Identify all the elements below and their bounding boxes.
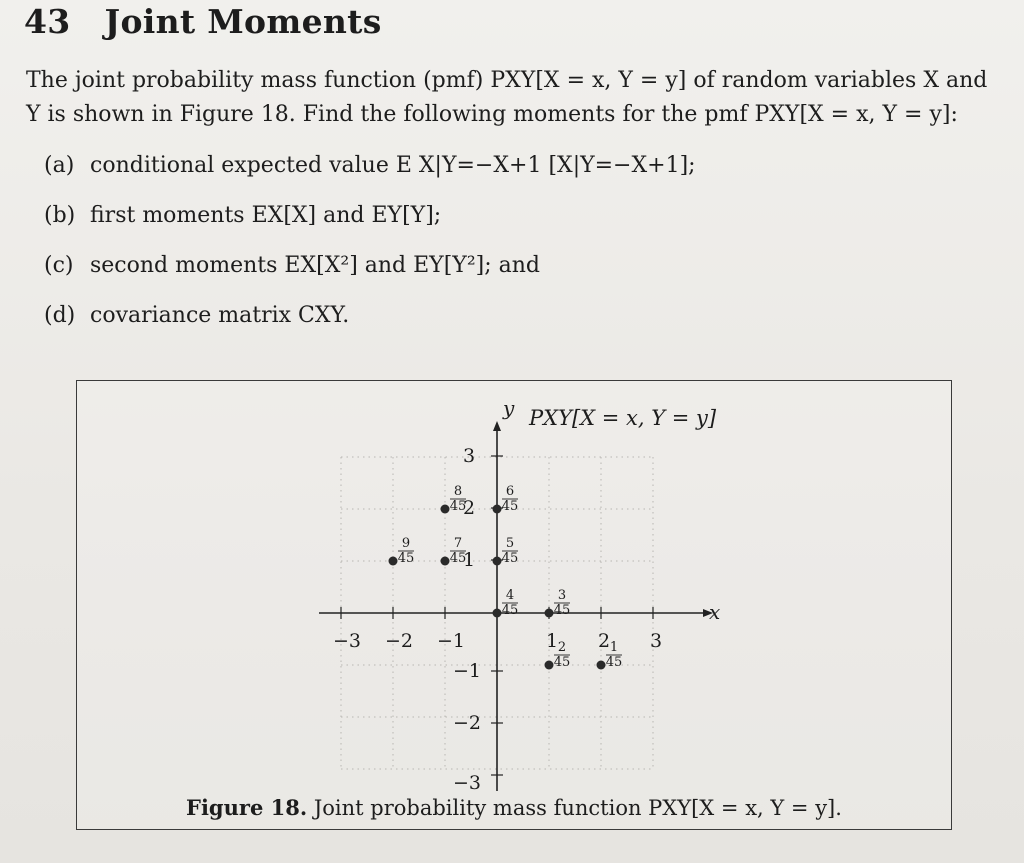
x-axis-label: x (709, 600, 721, 624)
pmf-plot (77, 381, 951, 791)
probability-denominator: 45 (553, 603, 571, 618)
section-title: Joint Moments (104, 2, 382, 41)
probability-denominator: 45 (605, 655, 623, 670)
pmf-point (493, 609, 502, 618)
question-text: second moments EX[X²] and EY[Y²]; and (90, 253, 540, 278)
pmf-point (545, 661, 554, 670)
figure-18 (76, 380, 952, 830)
x-tick-label: −1 (437, 630, 466, 652)
probability-numerator: 2 (557, 640, 567, 655)
question-text: conditional expected value E X|Y=−X+1 [X|Y=−X+1]; (90, 153, 696, 178)
probability-denominator: 45 (449, 499, 467, 514)
question-text: covariance matrix CXY. (90, 303, 350, 328)
y-tick-label: 2 (463, 497, 476, 519)
pmf-point (493, 505, 502, 514)
question-item (44, 146, 696, 196)
pmf-point (389, 557, 398, 566)
probability-numerator: 7 (453, 536, 463, 551)
section-number: 43 (24, 2, 71, 41)
probability-numerator: 8 (453, 484, 463, 499)
plot-title: PXY[X = x, Y = y] (529, 406, 717, 430)
question-label: (a) (44, 153, 75, 178)
probability-denominator: 45 (501, 551, 519, 566)
probability-denominator: 45 (449, 551, 467, 566)
x-tick-label: 3 (650, 630, 663, 652)
pmf-point (441, 557, 450, 566)
problem-statement: The joint probability mass function (pmf) PXY[X = x, Y = y] of random variables X and Y is shown in Figure 18. Find the following moments for the pmf PXY[X = x, Y = y]: (26, 68, 988, 127)
pmf-point (441, 505, 450, 514)
section-heading (24, 2, 382, 41)
question-list (44, 146, 696, 346)
figure-caption (77, 795, 951, 820)
question-label: (d) (44, 303, 76, 328)
probability-numerator: 3 (557, 588, 567, 603)
question-item (44, 196, 696, 246)
y-tick-label: −2 (453, 712, 482, 734)
x-tick-label: 2 (598, 630, 611, 652)
pmf-point (493, 557, 502, 566)
y-axis-label: y (503, 396, 515, 420)
probability-numerator: 1 (609, 640, 619, 655)
question-label: (c) (44, 253, 74, 278)
x-tick-label: −2 (385, 630, 414, 652)
y-axis-arrow (493, 421, 501, 431)
pmf-point (597, 661, 606, 670)
caption-text: Joint probability mass function PXY[X = x, Y = y]. (313, 796, 842, 820)
question-item (44, 296, 696, 346)
y-tick-label: 3 (463, 445, 476, 467)
probability-numerator: 9 (401, 536, 411, 551)
probability-numerator: 6 (505, 484, 515, 499)
probability-denominator: 45 (501, 603, 519, 618)
probability-denominator: 45 (397, 551, 415, 566)
pmf-points (389, 484, 623, 670)
caption-label: Figure 18. (186, 795, 308, 820)
question-text: first moments EX[X] and EY[Y]; (90, 203, 442, 228)
probability-denominator: 45 (553, 655, 571, 670)
pmf-point (545, 609, 554, 618)
probability-denominator: 45 (501, 499, 519, 514)
probability-numerator: 4 (505, 588, 515, 603)
question-item (44, 246, 696, 296)
x-tick-label: 1 (546, 630, 559, 652)
x-tick-label: −3 (333, 630, 362, 652)
y-tick-label: −1 (453, 660, 482, 682)
y-tick-label: −3 (453, 772, 482, 791)
y-tick-label: 1 (463, 549, 476, 571)
probability-numerator: 5 (505, 536, 515, 551)
question-label: (b) (44, 203, 76, 228)
